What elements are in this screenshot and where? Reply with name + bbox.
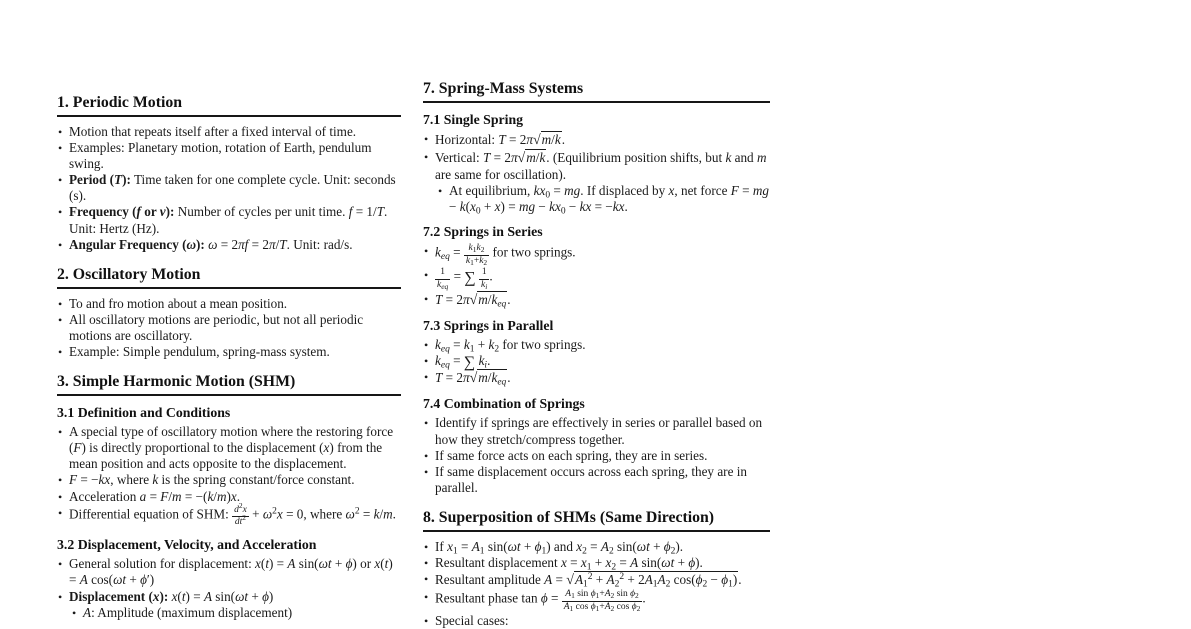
bullet-item: • Horizontal: T = 2π√m/k. [423, 131, 770, 149]
bullet-item: • To and fro motion about a mean position. [57, 296, 401, 312]
subsection-heading: 3.1 Definition and Conditions [57, 405, 231, 421]
bullet-item: • Differential equation of SHM: $\frac{d^2x}{dt^2}$ + $\omega^2x = 0$, where $\omega^2 = k/m$. [57, 505, 401, 529]
bullet-item: • Motion that repeats itself after a fixed interval of time. [57, 124, 401, 140]
bullet-item: • Acceleration a = F/m = −(k/m)x. [57, 489, 401, 505]
subsection-heading: 3.2 Displacement, Velocity, and Acceleration [57, 537, 317, 553]
bullet-list [423, 131, 770, 215]
subsection-heading: 7.4 Combination of Springs [423, 396, 585, 412]
bullet-item: • Examples: Planetary motion, rotation of Earth, pendulum swing. [57, 140, 401, 172]
subsection-heading: 7.2 Springs in Series [423, 224, 543, 240]
left-column [57, 93, 401, 621]
bullet-item: • $T = 2\pi√m/k_{eq}$. [423, 369, 770, 387]
right-column [423, 79, 770, 629]
bullet-item: • Frequency (f or ν): Number of cycles per unit time. f = 1/T. Unit: Hertz (Hz). [57, 204, 401, 236]
section-heading: 8. Superposition of SHMs (Same Direction) [423, 508, 770, 532]
subsection-heading: 7.3 Springs in Parallel [423, 318, 554, 334]
bullet-item: • Vertical: T = 2π√m/k. (Equilibrium position shifts, but k and m are same for oscillation). [423, 149, 770, 183]
bullet-item: • Example: Simple pendulum, spring-mass system. [57, 344, 401, 360]
bullet-item: • A special type of oscillatory motion where the restoring force (F) is directly proportional to the displacement (x) from the mean position and acts opposite to the displacement. [57, 424, 401, 472]
bullet-item: • At equilibrium, $kx_0$ = mg. If displaced by x, net force F = mg − $k(x_0 + x)$ = mg − $kx_0$ − kx = −kx. [437, 183, 770, 215]
bullet-list [423, 337, 770, 387]
bullet-item: • Resultant displacement $x = x_1 + x_2 = A$ sin(ωt + ϕ). [423, 555, 770, 571]
bullet-item: • $k_{eq}$ = $\frac{k_1k_2}{k_1+k_2}$ for two springs. [423, 243, 770, 267]
bullet-item: • Period (T): Time taken for one complete cycle. Unit: seconds (s). [57, 172, 401, 204]
bullet-item: • Resultant phase tan ϕ = $\frac{A_1 \sin \phi_1+A_2 \sin \phi_2}{A_1 \cos \phi_1+A_2 \cos \phi_2}$ . [423, 589, 770, 613]
bullet-item: • Angular Frequency (ω): ω = 2πf = 2π/T. Unit: rad/s. [57, 237, 401, 253]
bullet-item: • $k_{eq}$ = ∑ $k_i$. [423, 353, 770, 369]
section-heading: 1. Periodic Motion [57, 93, 401, 117]
bullet-item: • Identify if springs are effectively in series or parallel based on how they stretch/compress together. [423, 415, 770, 447]
bullet-item: • Displacement (x): x(t) = A sin(ωt + ϕ) [57, 589, 401, 605]
bullet-item: • If same displacement occurs across each spring, they are in parallel. [423, 464, 770, 496]
bullet-item: • If $x_1 = A_1$ $\sin(\omega t + \phi_1)$ and $x_2 = A_2$ $\sin(\omega t + \phi_2)$. [423, 539, 770, 555]
subsection-heading: 7.1 Single Spring [423, 112, 524, 127]
bullet-item: • If same force acts on each spring, they are in series. [423, 448, 770, 464]
bullet-item: • $\frac{1}{k_{eq}}$ = ∑ $\frac{1}{k_i}$ . [423, 267, 770, 291]
bullet-item: • $k_{eq} = k_1 + k_2$ for two springs. [423, 337, 770, 353]
bullet-list [423, 539, 770, 629]
bullet-item: • All oscillatory motions are periodic, but not all periodic motions are oscillatory. [57, 312, 401, 344]
bullet-item: • Resultant amplitude $A = √A_1^2 + A_2^2 + 2A_1A_2$ $\cos(\phi_2 - \phi_1)$. [423, 571, 770, 589]
bullet-list [57, 296, 401, 360]
bullet-item: • Special cases: [423, 613, 770, 629]
bullet-list [57, 424, 401, 528]
section-heading: 2. Oscillatory Motion [57, 265, 401, 289]
bullet-list [423, 243, 770, 309]
bullet-list [57, 556, 401, 620]
section-heading: 7. Spring-Mass Systems [423, 79, 770, 103]
bullet-item: • A: Amplitude (maximum displacement) [71, 605, 401, 621]
bullet-item: • $T = 2\pi√m/k_{eq}$. [423, 291, 770, 309]
bullet-item: • F = −kx, where k is the spring constant/force constant. [57, 472, 401, 488]
bullet-item: • General solution for displacement: x(t) = A sin(ωt + ϕ) or x(t) = A cos(ωt + ϕ′) [57, 556, 401, 588]
bullet-list [57, 124, 401, 253]
section-heading: 3. Simple Harmonic Motion (SHM) [57, 372, 401, 396]
bullet-list [423, 415, 770, 495]
